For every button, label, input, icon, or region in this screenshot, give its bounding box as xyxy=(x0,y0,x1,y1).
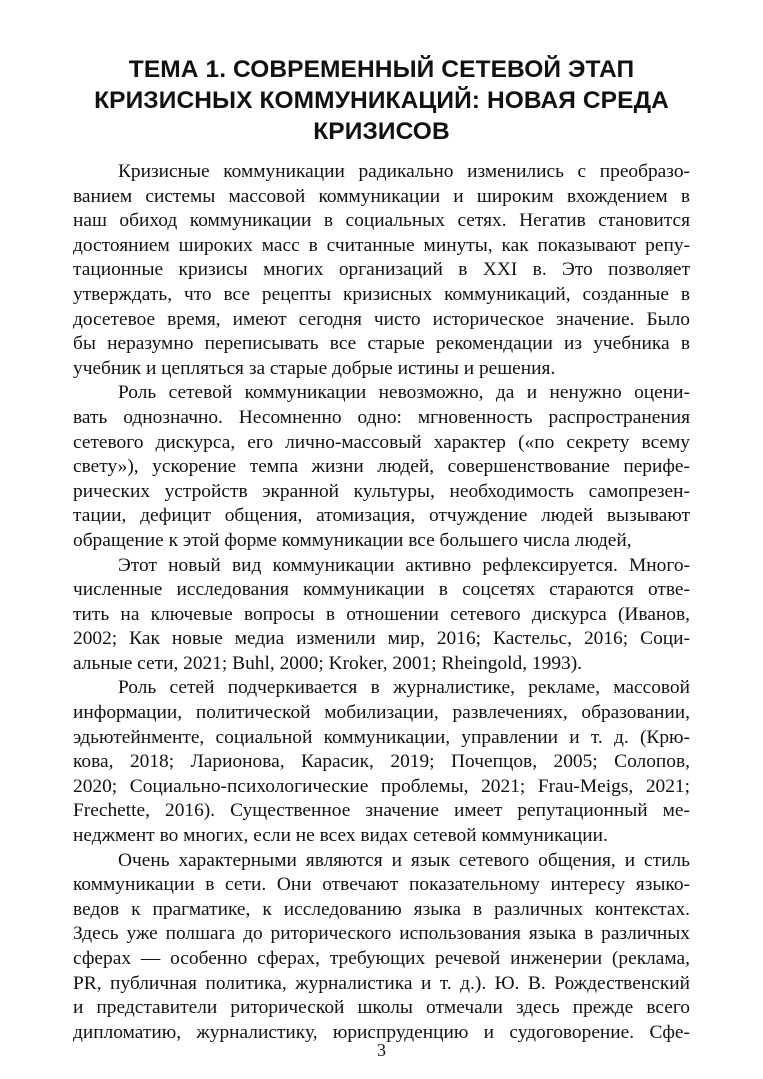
text-line: досетевое время, имеют сегодня чисто историческое значение. Было xyxy=(73,308,690,330)
chapter-title-line: КРИЗИСНЫХ КОММУНИКАЦИЙ: НОВАЯ СРЕДА xyxy=(94,87,669,114)
text-line: тации, дефицит общения, атомизация, отчуждение людей вызывают xyxy=(73,505,690,527)
text-line: сетевого дискурса, его лично-массовый характер («по секрету всему xyxy=(73,431,690,453)
paragraph xyxy=(73,849,690,1046)
text-line: информации, политической мобилизации, развлечениях, образовании, xyxy=(73,702,690,724)
text-line: свету»), ускорение темпа жизни людей, совершенствование перифе- xyxy=(73,456,690,478)
text-line: обращение к этой форме коммуникации все большего числа людей, xyxy=(73,529,632,551)
text-line: Кризисные коммуникации радикально изменились с преобразо- xyxy=(118,161,690,182)
page-content xyxy=(73,54,690,1045)
text-line: Этот новый вид коммуникации активно рефлексируется. Много- xyxy=(118,554,690,576)
text-line: сферах — особенно сферах, требующих речевой инженерии (реклама, xyxy=(73,948,690,969)
text-line: эдьютейнменте, социальной коммуникации, управлении и т. д. (Крю- xyxy=(73,726,690,748)
text-line: неджмент во многих, если не всех видах сетевой коммуникации. xyxy=(73,825,608,847)
text-line: ведов к прагматике, к исследованию языка в различных контекстах. xyxy=(73,898,690,920)
text-line: PR, публичная политика, журналистика и т. д.). Ю. В. Рождественский xyxy=(73,972,690,994)
page-number: 3 xyxy=(377,1040,386,1060)
text-line: Очень характерными являются и язык сетевого общения, и стиль xyxy=(118,849,690,871)
text-line: численные исследования коммуникации в соцсетях стараются отве- xyxy=(73,579,690,601)
text-line: учебник и цепляться за старые добрые истины и решения. xyxy=(73,357,556,379)
text-line: дипломатию, журналистику, юриспруденцию и судоговорение. Сфе- xyxy=(73,1021,690,1043)
text-line: тить на ключевые вопросы в отношении сетевого дискурса (Иванов, xyxy=(73,603,690,625)
paragraph xyxy=(73,160,690,381)
chapter-title xyxy=(73,54,690,147)
text-line: 2020; Социально-психологические проблемы, 2021; Frau-Meigs, 2021; xyxy=(73,775,690,797)
text-line: тационные кризисы многих организаций в XXI в. Это позволяет xyxy=(73,259,690,281)
text-line: наш обиход коммуникации в социальных сетях. Негатив становится xyxy=(73,210,690,232)
text-line: вать однозначно. Несомненно одно: мгновенность распространения xyxy=(73,406,690,428)
chapter-title-line: КРИЗИСОВ xyxy=(313,118,450,145)
text-line: утверждать, что все рецепты кризисных коммуникаций, созданные в xyxy=(73,283,690,305)
body-text xyxy=(73,160,690,1045)
text-line: рических устройств экранной культуры, необходимость самопрезен- xyxy=(73,480,690,502)
paragraph xyxy=(73,676,690,848)
text-line: кова, 2018; Ларионова, Карасик, 2019; Почепцов, 2005; Солопов, xyxy=(73,751,690,773)
text-line: Здесь уже полшага до риторического использования языка в различных xyxy=(73,923,690,945)
paragraph xyxy=(73,381,690,553)
text-line: Роль сетевой коммуникации невозможно, да и ненужно оцени- xyxy=(118,382,690,404)
text-line: Роль сетей подчеркивается в журналистике, рекламе, массовой xyxy=(118,677,690,699)
text-line: 2002; Как новые медиа изменили мир, 2016; Кастельс, 2016; Соци- xyxy=(73,628,690,650)
paragraph xyxy=(73,554,690,677)
text-line: Frechette, 2016). Существенное значение имеет репутационный ме- xyxy=(73,800,690,822)
text-line: достоянием широких масс в считанные минуты, как показывают репу- xyxy=(73,234,690,256)
text-line: и представители риторической школы отмечали здесь прежде всего xyxy=(73,997,690,1019)
chapter-title-line: ТЕМА 1. СОВРЕМЕННЫЙ СЕТЕВОЙ ЭТАП xyxy=(128,56,635,83)
text-line: альные сети, 2021; Buhl, 2000; Kroker, 2001; Rheingold, 1993). xyxy=(73,652,583,674)
text-line: ванием системы массовой коммуникации и широким вхождением в xyxy=(73,185,690,207)
text-line: коммуникации в сети. Они отвечают показательному интересу языко- xyxy=(73,874,690,896)
text-line: бы неразумно переписывать все старые рекомендации из учебника в xyxy=(73,333,690,355)
